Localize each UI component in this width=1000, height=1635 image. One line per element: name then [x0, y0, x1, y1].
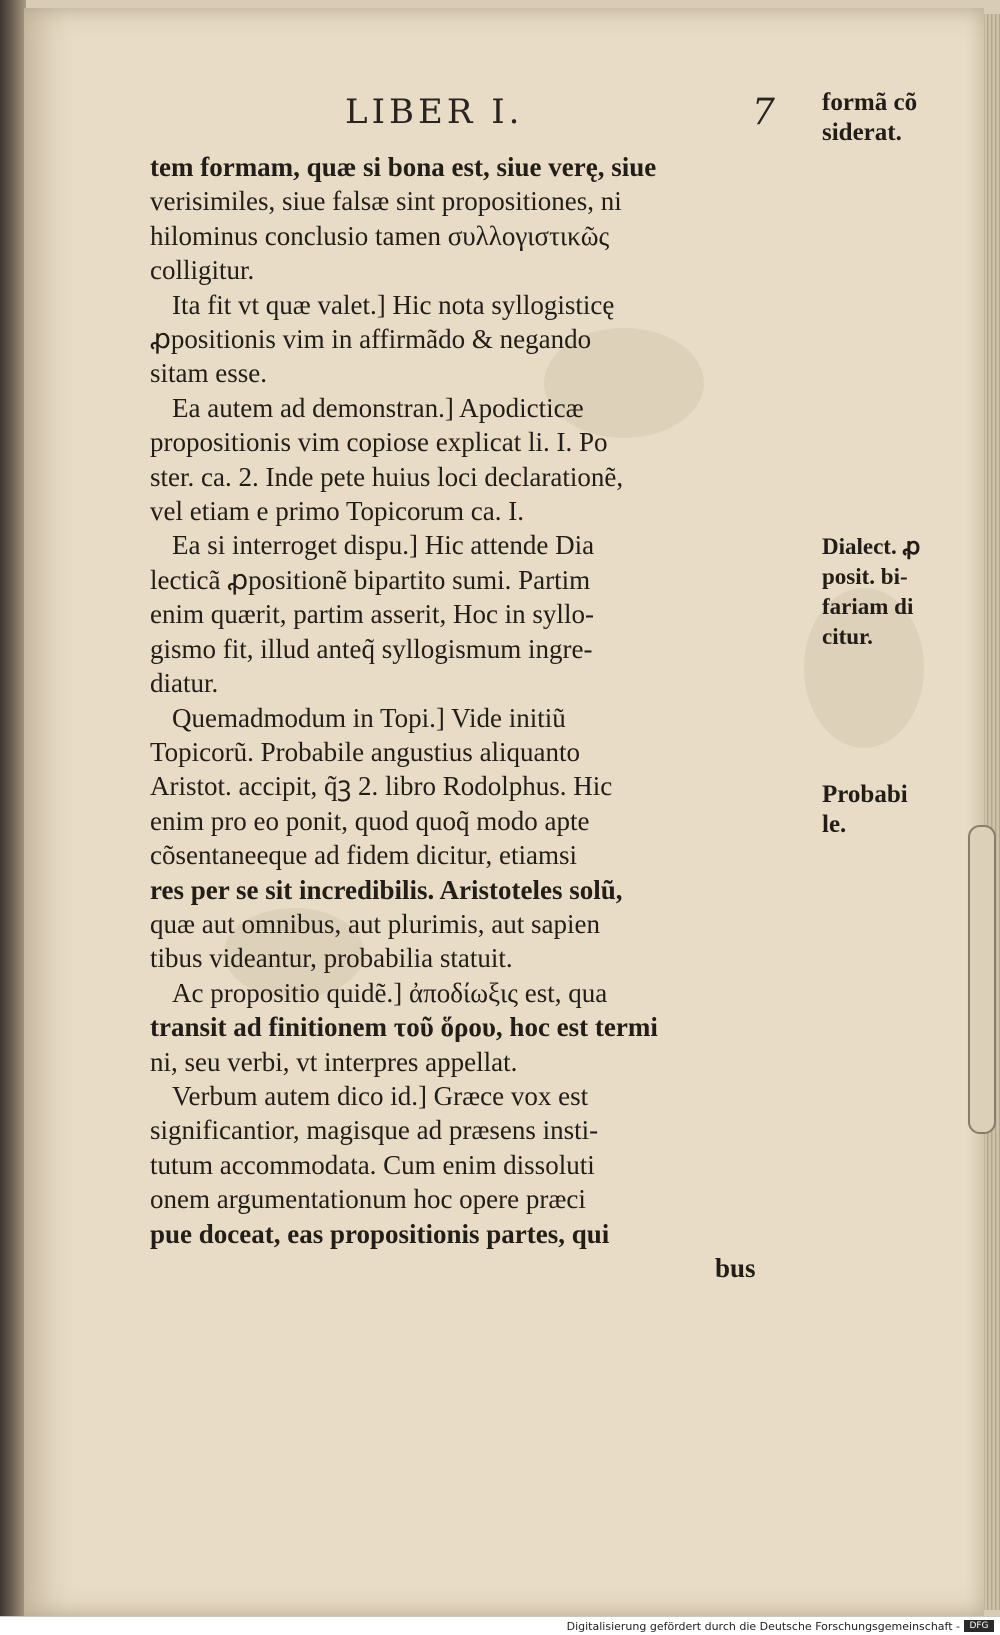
dfg-logo: DFG — [964, 1620, 994, 1632]
text-line: lecticã ꝓpositionẽ bipartito sumi. Partim — [150, 564, 591, 595]
text-line: Ita fit vt quæ valet.] Hic nota syllogisticę — [172, 289, 615, 320]
margin-note-line: le. — [822, 811, 847, 838]
margin-note — [822, 780, 908, 840]
margin-note — [822, 532, 920, 652]
text-line: ster. ca. 2. Inde pete huius loci declarationẽ, — [150, 461, 624, 492]
margin-note-line: siderat. — [822, 119, 902, 146]
footer-credit: Digitalisierung gefördert durch die Deutsche Forschungsgemeinschaft - — [566, 1620, 960, 1633]
text-line: propositionis vim copiose explicat li. I. Po — [150, 427, 608, 458]
margin-note-line: Probabi — [822, 781, 908, 808]
text-line: diatur. — [150, 668, 219, 699]
text-line: vel etiam e primo Topicorum ca. I. — [150, 496, 524, 527]
text-line: hilominus conclusio tamen συλλογιστικῶς — [150, 220, 610, 251]
footer-bar — [0, 1616, 1000, 1635]
text-line: Ea autem ad demonstran.] Apodicticæ — [172, 392, 584, 423]
text-line: Ac propositio quidẽ.] ἀποδίωξις est, qua — [172, 977, 608, 1008]
text-line: cõsentaneeque ad fidem dicitur, etiamsi — [150, 840, 578, 871]
text-line: transit ad finitionem τοῦ ὅρου, hoc est termi — [150, 1012, 658, 1043]
margin-note-line: formã cõ — [822, 89, 918, 116]
catchword: bus — [715, 1253, 756, 1283]
text-line: colligitur. — [150, 255, 255, 286]
text-line: onem argumentationum hoc opere præci — [150, 1184, 586, 1215]
text-line: quæ aut omnibus, aut plurimis, aut sapien — [150, 908, 600, 939]
text-line: verisimiles, siue falsæ sint propositiones, ni — [150, 186, 622, 217]
text-line: tutum accommodata. Cum enim dissoluti — [150, 1149, 595, 1180]
page-fore-edge — [984, 14, 1000, 1610]
text-line: res per se sit incredibilis. Aristoteles solũ, — [150, 874, 623, 905]
text-line: enim quærit, partim asserit, Hoc in syllo- — [150, 599, 594, 630]
text-line: significantior, magisque ad præsens insti- — [150, 1115, 599, 1146]
margin-note-line: citur. — [822, 624, 873, 649]
running-title: LIBER I. — [345, 92, 524, 132]
text-line: Ea si interroget dispu.] Hic attende Dia — [172, 530, 595, 561]
book-spine — [0, 0, 26, 1620]
text-line: gismo fit, illud anteq̃ syllogismum ingre- — [150, 633, 593, 664]
margin-note-line: Dialect. ꝓ — [822, 534, 921, 559]
text-line: Aristot. accipit, q̃ꝫ 2. libro Rodolphus. Hic — [150, 771, 613, 802]
margin-note-line: fariam di — [822, 594, 914, 619]
text-line: Quemadmodum in Topi.] Vide initiũ — [172, 702, 566, 733]
main-text — [150, 150, 802, 1285]
text-line: ꝓpositionis vim in affirmãdo & negando — [150, 324, 592, 355]
text-line: ni, seu verbi, vt interpres appellat. — [150, 1046, 518, 1077]
margin-note — [822, 88, 917, 148]
text-line: pue doceat, eas propositionis partes, qui — [150, 1218, 610, 1249]
text-line: Topicorũ. Probabile angustius aliquanto — [150, 736, 581, 767]
text-line: tibus videantur, probabilia statuit. — [150, 943, 513, 974]
text-line: Verbum autem dico id.] Græce vox est — [172, 1080, 589, 1111]
margin-note-line: posit. bi- — [822, 564, 908, 589]
text-line: tem formam, quæ si bona est, siue verę, siue — [150, 152, 657, 182]
page-clip — [968, 825, 996, 1134]
text-line: sitam esse. — [150, 358, 267, 389]
folio-number: 7 — [752, 92, 775, 133]
text-line: enim pro eo ponit, quod quoq̃ modo apte — [150, 805, 590, 836]
